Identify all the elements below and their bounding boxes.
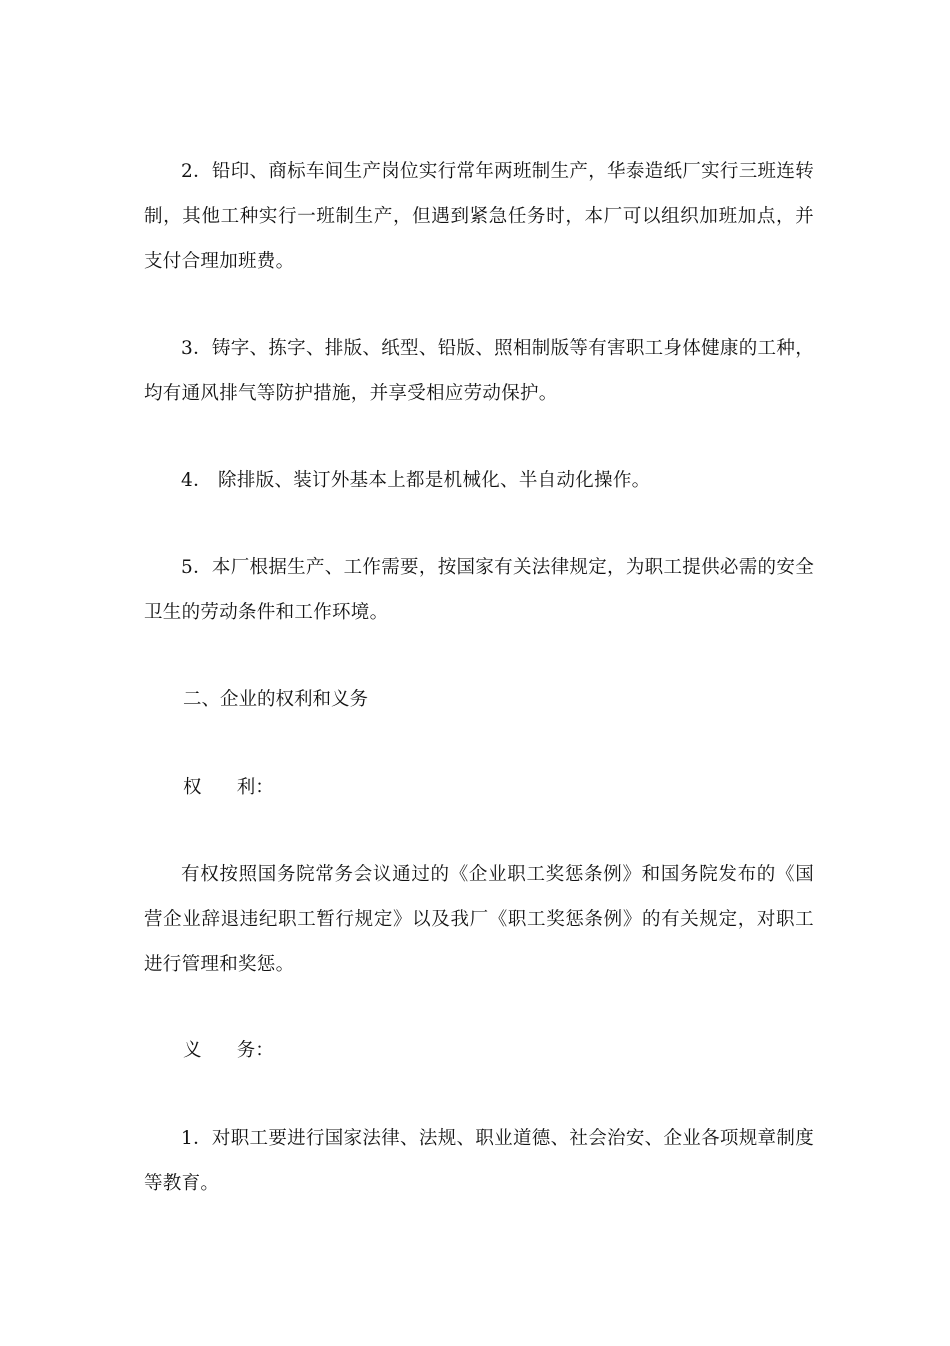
duties-label: 义 务： [183,1040,274,1061]
paragraph-item-5: 5．本厂根据生产、工作需要，按国家有关法律规定，为职工提供必需的安全卫生的劳动条件和工作环境。 [144,557,814,623]
section-heading: 二、企业的权利和义务 [183,689,369,710]
duties-item-1: 1．对职工要进行国家法律、法规、职业道德、社会治安、企业各项规章制度等教育。 [144,1128,814,1194]
paragraph-item-3: 3．铸字、拣字、排版、纸型、铅版、照相制版等有害职工身体健康的工种，均有通风排气等防护措施，并享受相应劳动保护。 [144,338,814,404]
paragraph-item-4: 4． 除排版、装订外基本上都是机械化、半自动化操作。 [181,470,651,491]
rights-label: 权 利： [183,777,274,798]
paragraph-item-2: 2．铅印、商标车间生产岗位实行常年两班制生产，华泰造纸厂实行三班连转制，其他工种实行一班制生产，但遇到紧急任务时，本厂可以组织加班加点，并支付合理加班费。 [144,161,814,272]
rights-paragraph: 有权按照国务院常务会议通过的《企业职工奖惩条例》和国务院发布的《国营企业辞退违纪职工暂行规定》以及我厂《职工奖惩条例》的有关规定，对职工进行管理和奖惩。 [144,864,814,975]
